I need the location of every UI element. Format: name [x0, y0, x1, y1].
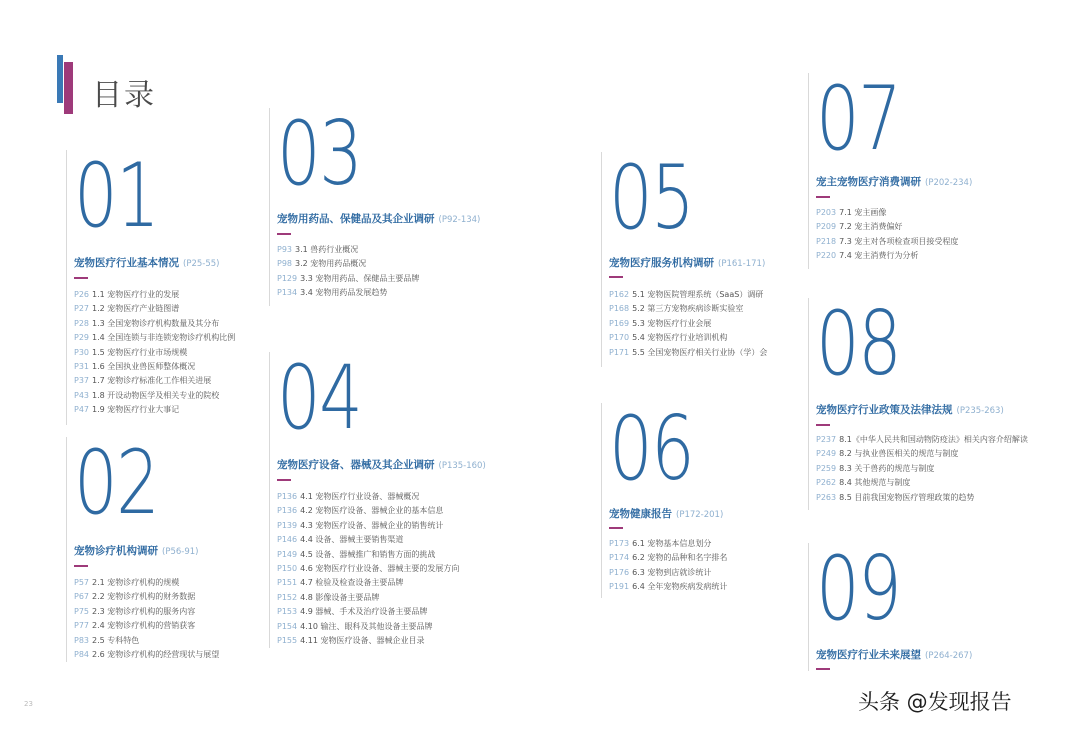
section-page-range: (P135-160) — [438, 461, 486, 471]
toc-item-label: 8.2 与执业兽医相关的规范与制度 — [839, 449, 959, 459]
section-title[interactable] — [277, 211, 480, 226]
toc-item-page: P98 — [277, 259, 293, 269]
toc-item-page: P77 — [74, 621, 90, 631]
section-divider — [66, 437, 67, 662]
section-title-text: 宠物医疗设备、器械及其企业调研 — [277, 459, 435, 471]
section-items — [74, 288, 235, 418]
section-title[interactable] — [609, 255, 765, 270]
toc-item[interactable] — [816, 462, 1028, 476]
toc-item-page: P218 — [816, 236, 837, 246]
toc-item[interactable] — [277, 562, 459, 576]
section-accent — [816, 196, 830, 198]
toc-item[interactable] — [816, 447, 1028, 461]
section-number: 05 — [609, 146, 694, 249]
toc-item-label: 5.1 宠物医院管理系统（SaaS）调研 — [632, 290, 764, 299]
section-accent — [816, 424, 830, 426]
section-items — [609, 537, 727, 595]
toc-item[interactable] — [816, 433, 1028, 447]
toc-item[interactable] — [816, 206, 958, 220]
toc-item-page: P249 — [816, 449, 837, 459]
toc-item-label: 1.5 宠物医疗行业市场规模 — [92, 347, 188, 357]
toc-item-page: P146 — [277, 535, 298, 545]
toc-item[interactable] — [609, 317, 767, 331]
toc-item-label: 1.1 宠物医疗行业的发展 — [92, 290, 180, 299]
section-page-range: (P264-267) — [925, 651, 973, 661]
section-title-text: 宠主宠物医疗消费调研 — [816, 176, 921, 188]
toc-item[interactable] — [609, 346, 767, 360]
section-page-range: (P161-171) — [718, 259, 766, 269]
toc-item[interactable] — [74, 605, 219, 619]
toc-item-page: P171 — [609, 347, 630, 357]
section-page-range: (P172-201) — [676, 510, 724, 520]
toc-item-label: 6.3 宠物到店就诊统计 — [632, 567, 712, 577]
toc-item[interactable] — [816, 235, 958, 249]
toc-item[interactable] — [816, 476, 1028, 490]
section-page-range: (P56-91) — [162, 547, 199, 557]
toc-item-page: P28 — [74, 318, 90, 328]
toc-item[interactable] — [74, 302, 235, 316]
section-page-range: (P25-55) — [183, 259, 220, 269]
toc-item-label: 8.4 其他规范与制度 — [839, 478, 911, 488]
section-title-text: 宠物医疗行业政策及法律法规 — [816, 404, 953, 416]
section-accent — [74, 565, 88, 567]
toc-item-page: P176 — [609, 567, 630, 577]
toc-item-page: P168 — [609, 304, 630, 314]
toc-item[interactable] — [277, 533, 459, 547]
toc-item[interactable] — [277, 504, 459, 518]
section-accent — [816, 668, 830, 670]
section-page-range: (P202-234) — [925, 178, 973, 188]
toc-item[interactable] — [277, 605, 459, 619]
toc-item-label: 2.5 专科特色 — [92, 635, 140, 645]
section-title[interactable] — [816, 647, 972, 662]
toc-item-page: P57 — [74, 578, 90, 587]
toc-item-page: P209 — [816, 222, 837, 232]
section-title-text: 宠物医疗服务机构调研 — [609, 257, 714, 269]
toc-item-label: 4.11 宠物医疗设备、器械企业目录 — [300, 636, 425, 646]
toc-item-label: 6.4 全年宠物疾病发病统计 — [632, 582, 728, 592]
toc-item-label: 6.1 宠物基本信息划分 — [632, 539, 712, 548]
toc-section-02 — [66, 431, 256, 667]
section-title[interactable] — [609, 506, 723, 521]
section-accent — [277, 233, 291, 235]
toc-item[interactable] — [609, 288, 767, 302]
toc-item-label: 3.2 宠物用药品概况 — [295, 259, 367, 269]
toc-item[interactable] — [609, 331, 767, 345]
toc-item-page: P262 — [816, 478, 837, 488]
toc-item[interactable] — [816, 491, 1028, 505]
section-number: 07 — [816, 67, 901, 170]
toc-item-page: P154 — [277, 621, 298, 631]
toc-item-label: 2.1 宠物诊疗机构的规模 — [92, 578, 180, 587]
section-items — [277, 490, 459, 648]
toc-item-page: P155 — [277, 636, 298, 646]
toc-item-label: 4.2 宠物医疗设备、器械企业的基本信息 — [300, 506, 444, 516]
toc-item-label: 2.3 宠物诊疗机构的服务内容 — [92, 606, 196, 616]
toc-section-04 — [269, 346, 509, 652]
toc-item[interactable] — [609, 551, 727, 565]
toc-item-page: P136 — [277, 492, 298, 501]
toc-item-page: P174 — [609, 553, 630, 563]
toc-item-label: 3.4 宠物用药品发展趋势 — [300, 288, 388, 298]
toc-item-label: 4.4 设备、器械主要销售渠道 — [300, 535, 404, 545]
toc-item-page: P134 — [277, 288, 298, 298]
toc-item[interactable] — [609, 566, 727, 580]
toc-item[interactable] — [277, 591, 459, 605]
toc-item-label: 3.3 宠物用药品、保健品主要品牌 — [300, 273, 420, 283]
toc-item[interactable] — [74, 317, 235, 331]
section-items — [816, 206, 958, 264]
toc-item-label: 2.4 宠物诊疗机构的营销获客 — [92, 621, 196, 631]
section-items — [277, 243, 419, 301]
section-divider — [808, 298, 809, 510]
toc-item[interactable] — [74, 634, 219, 648]
toc-item-page: P75 — [74, 606, 90, 616]
toc-item-page: P153 — [277, 607, 298, 617]
toc-section-07 — [808, 67, 1073, 273]
toc-item[interactable] — [277, 576, 459, 590]
toc-item[interactable] — [277, 548, 459, 562]
toc-item-page: P47 — [74, 405, 90, 415]
toc-item-label: 7.3 宠主对各项检查项目接受程度 — [839, 236, 959, 246]
toc-item[interactable] — [277, 519, 459, 533]
section-title[interactable] — [277, 457, 486, 472]
section-title[interactable] — [74, 543, 198, 558]
section-title-text: 宠物健康报告 — [609, 508, 672, 520]
toc-item[interactable] — [277, 490, 459, 504]
toc-item-label: 4.5 设备、器械推广和销售方面的挑战 — [300, 549, 436, 559]
toc-item-page: P170 — [609, 333, 630, 343]
toc-item-label: 4.8 影像设备主要品牌 — [300, 592, 380, 602]
toc-item-page: P136 — [277, 506, 298, 516]
toc-item[interactable] — [74, 346, 235, 360]
toc-item-label: 4.10 输注、眼科及其他设备主要品牌 — [300, 621, 433, 631]
section-divider — [808, 543, 809, 671]
toc-item-page: P259 — [816, 463, 837, 473]
toc-item-label: 5.3 宠物医疗行业会展 — [632, 318, 712, 328]
toc-item-label: 1.8 开设动物医学及相关专业的院校 — [92, 390, 220, 400]
toc-item-page: P84 — [74, 650, 90, 660]
section-page-range: (P92-134) — [438, 215, 481, 225]
toc-item-label: 5.5 全国宠物医疗相关行业协（学）会 — [632, 347, 768, 357]
toc-item[interactable] — [609, 580, 727, 594]
toc-section-06 — [601, 397, 801, 603]
section-title[interactable] — [816, 174, 972, 189]
toc-item-label: 4.1 宠物医疗行业设备、器械概况 — [300, 492, 420, 501]
toc-item-label: 1.6 全国执业兽医师整体概况 — [92, 362, 196, 372]
toc-section-05 — [601, 146, 801, 372]
section-number: 06 — [609, 397, 694, 500]
toc-item-page: P26 — [74, 290, 90, 299]
section-number: 09 — [816, 537, 901, 640]
section-accent — [609, 276, 623, 278]
title-accent-purple — [64, 62, 73, 114]
toc-item-label: 5.2 第三方宠物疾病诊断实验室 — [632, 304, 744, 314]
toc-item-page: P151 — [277, 578, 298, 588]
toc-item-label: 3.1 兽药行业概况 — [295, 245, 359, 254]
toc-item-label: 1.7 宠物诊疗标准化工作相关进展 — [92, 376, 212, 386]
toc-item-page: P31 — [74, 362, 90, 372]
section-title-text: 宠物医疗行业基本情况 — [74, 257, 179, 269]
toc-item-page: P237 — [816, 435, 837, 444]
section-accent — [609, 527, 623, 529]
toc-item-label: 5.4 宠物医疗行业培训机构 — [632, 333, 728, 343]
toc-item-label: 7.2 宠主消费偏好 — [839, 222, 903, 232]
section-accent — [277, 479, 291, 481]
section-items — [609, 288, 767, 360]
toc-item-label: 6.2 宠物的品种和名字排名 — [632, 553, 728, 563]
toc-item-page: P203 — [816, 208, 837, 217]
toc-section-01 — [66, 144, 256, 430]
section-items — [816, 433, 1028, 505]
toc-item-label: 2.6 宠物诊疗机构的经营现状与展望 — [92, 650, 220, 660]
toc-item[interactable] — [74, 331, 235, 345]
toc-section-08 — [808, 292, 1073, 513]
toc-item-label: 4.9 器械、手术及治疗设备主要品牌 — [300, 607, 428, 617]
toc-item-page: P169 — [609, 318, 630, 328]
section-title[interactable] — [74, 255, 219, 270]
toc-item-page: P93 — [277, 245, 293, 254]
toc-item-page: P139 — [277, 520, 298, 530]
toc-item[interactable] — [816, 220, 958, 234]
toc-item[interactable] — [277, 257, 419, 271]
section-divider — [269, 108, 270, 306]
toc-item-page: P43 — [74, 390, 90, 400]
toc-item[interactable] — [277, 620, 459, 634]
toc-item[interactable] — [74, 403, 235, 417]
toc-item-label: 4.3 宠物医疗设备、器械企业的销售统计 — [300, 520, 444, 530]
toc-item-label: 1.2 宠物医疗产业链图谱 — [92, 304, 180, 314]
page-title: 目录 — [92, 78, 156, 113]
toc-item[interactable] — [609, 302, 767, 316]
toc-item-label: 4.6 宠物医疗行业设备、器械主要的发展方向 — [300, 564, 460, 574]
toc-item-label: 2.2 宠物诊疗机构的财务数据 — [92, 592, 196, 602]
toc-item-page: P30 — [74, 347, 90, 357]
page-number: 23 — [24, 700, 33, 708]
section-divider — [66, 150, 67, 425]
toc-item[interactable] — [74, 374, 235, 388]
toc-item-page: P29 — [74, 333, 90, 343]
toc-item[interactable] — [74, 288, 235, 302]
section-number: 08 — [816, 292, 901, 395]
toc-item[interactable] — [74, 360, 235, 374]
section-items — [74, 576, 219, 662]
section-number: 04 — [277, 346, 362, 449]
toc-item[interactable] — [74, 648, 219, 662]
section-number: 02 — [74, 431, 159, 534]
toc-item-page: P83 — [74, 635, 90, 645]
toc-item[interactable] — [74, 389, 235, 403]
toc-item[interactable] — [277, 634, 459, 648]
section-divider — [269, 352, 270, 648]
toc-item-page: P152 — [277, 592, 298, 602]
toc-item-page: P37 — [74, 376, 90, 386]
toc-item[interactable] — [74, 590, 219, 604]
section-number: 03 — [277, 102, 362, 205]
section-number: 01 — [74, 144, 159, 247]
toc-item-page: P67 — [74, 592, 90, 602]
section-page-range: (P235-263) — [956, 406, 1004, 416]
toc-item-page: P149 — [277, 549, 298, 559]
toc-item-label: 8.3 关于兽药的规范与制度 — [839, 463, 935, 473]
toc-item[interactable] — [74, 619, 219, 633]
section-accent — [74, 277, 88, 279]
title-accent-blue — [57, 55, 63, 103]
toc-item-label: 7.1 宠主画像 — [839, 208, 887, 217]
toc-item-page: P129 — [277, 273, 298, 283]
section-divider — [601, 152, 602, 367]
section-divider — [601, 403, 602, 598]
toc-item[interactable] — [277, 286, 419, 300]
toc-item-page: P173 — [609, 539, 630, 548]
toc-item-page: P263 — [816, 492, 837, 502]
section-title-text: 宠物用药品、保健品及其企业调研 — [277, 213, 435, 225]
toc-item[interactable] — [609, 537, 727, 551]
toc-item-label: 8.5 目前我国宠物医疗管理政策的趋势 — [839, 492, 975, 502]
toc-item[interactable] — [277, 272, 419, 286]
toc-section-09 — [808, 537, 1073, 673]
section-title-text: 宠物诊疗机构调研 — [74, 545, 158, 557]
toc-item-label: 8.1《中华人民共和国动物防疫法》相关内容介绍解读 — [839, 435, 1028, 444]
section-title-text: 宠物医疗行业未来展望 — [816, 649, 921, 661]
toc-item-page: P162 — [609, 290, 630, 299]
section-divider — [808, 73, 809, 269]
toc-item-label: 1.3 全国宠物诊疗机构数量及其分布 — [92, 318, 220, 328]
toc-item-label: 4.7 检验及检查设备主要品牌 — [300, 578, 404, 588]
toc-item-page: P27 — [74, 304, 90, 314]
toc-item-label: 1.4 全国连锁与非连锁宠物诊疗机构比例 — [92, 333, 236, 343]
toc-item-page: P150 — [277, 564, 298, 574]
toc-item[interactable] — [277, 243, 419, 257]
toc-item-page: P220 — [816, 251, 837, 261]
toc-item-page: P191 — [609, 582, 630, 592]
toc-item[interactable] — [816, 249, 958, 263]
toc-item[interactable] — [74, 576, 219, 590]
toc-section-03 — [269, 102, 499, 308]
toc-item-label: 7.4 宠主消费行为分析 — [839, 251, 919, 261]
watermark: 头条 @发现报告 — [858, 690, 1012, 714]
toc-item-label: 1.9 宠物医疗行业大事记 — [92, 405, 180, 415]
section-title[interactable] — [816, 402, 1004, 417]
